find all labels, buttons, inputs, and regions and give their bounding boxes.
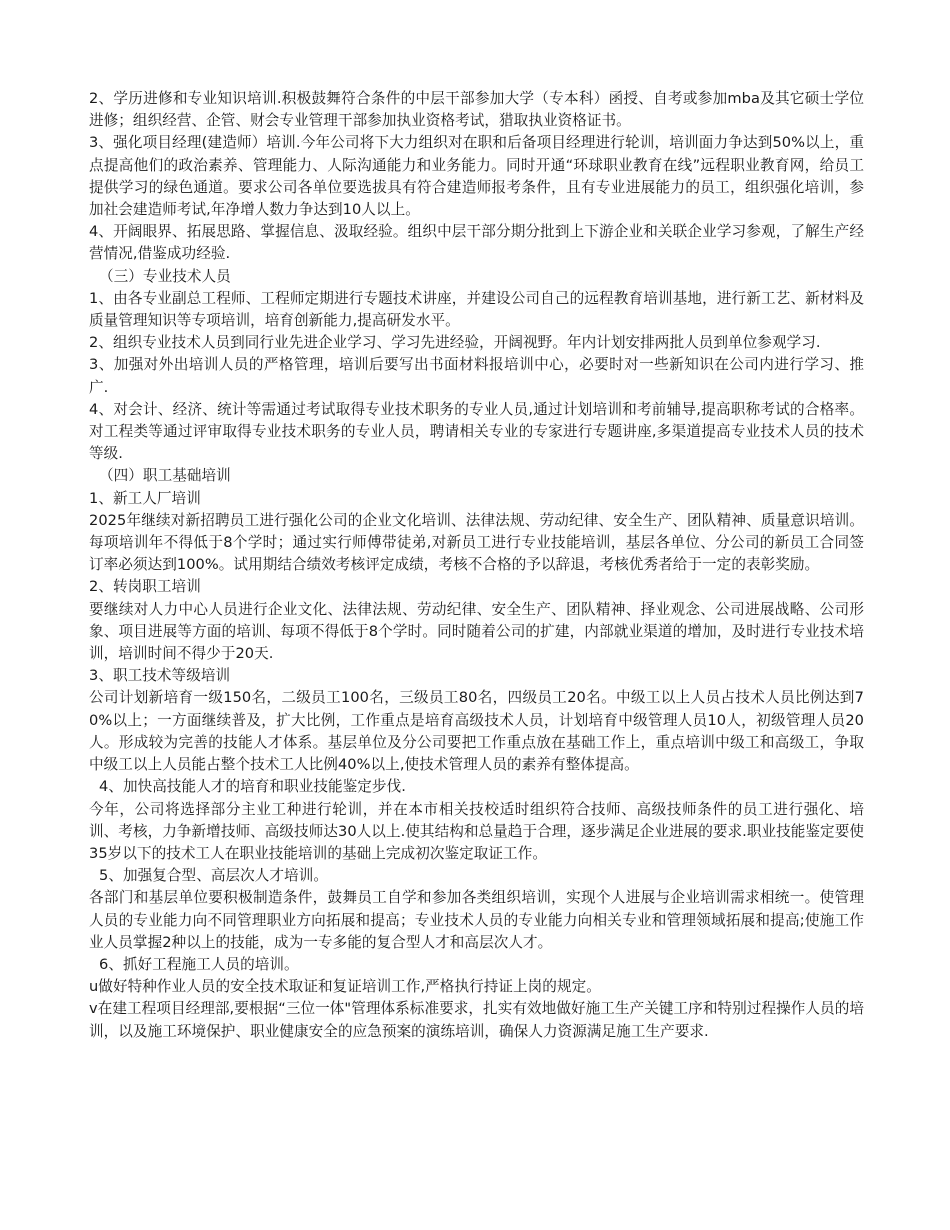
paragraph-professional-titles: 4、对会计、经济、统计等需通过考试取得专业技术职务的专业人员,通过计划培训和考前辅导,提高职称考试的合格率。对工程类等通过评审取得专业技术职务的专业人员，聘请相关专业的专家进行专题讲座,多渠道提高专业技术人员的技术等级. (89, 400, 864, 463)
subheading-high-skill-talent: 4、加快高技能人才的培育和职业技能鉴定步伐. (99, 778, 406, 796)
paragraph-peer-learning: 2、组织专业技术人员到同行业先进企业学习、学习先进经验，开阔视野。年内计划安排两批人员到单位参观学习. (89, 334, 821, 352)
subheading-composite-talent: 5、加强复合型、高层次人才培训。 (99, 867, 328, 885)
section-heading-basic-training: （四）职工基础培训 (99, 467, 231, 485)
document-page (89, 88, 864, 1043)
paragraph-new-worker-training: 2025年继续对新招聘员工进行强化公司的企业文化培训、法律法规、劳动纪律、安全生产、团队精神、质量意识培训。每项培训年不得低于8个学时；通过实行师傅带徒弟,对新员工进行专业技能培训，基层各单位、分公司的新员工合同签订率必须达到100%。试用期结合绩效考核评定成绩，考核不合格的予以辞退，考核优秀者给于一定的表彰奖励。 (89, 511, 864, 574)
paragraph-high-skill-talent: 今年，公司将选择部分主业工种进行轮训，并在本市相关技校适时组织符合技师、高级技师条件的员工进行强化、培训、考核，力争新增技师、高级技师达30人以上.使其结构和总量趋于合理，逐步满足企业进展的要求.职业技能鉴定要使35岁以下的技术工人在职业技能培训的基础上完成初次鉴定取证工作。 (89, 800, 864, 862)
subheading-new-worker-training: 1、新工人厂培训 (89, 489, 201, 507)
subheading-skill-level-training: 3、职工技术等级培训 (89, 667, 231, 685)
paragraph-skill-level-training: 公司计划新培育一级150名，二级员工100名，三级员工80名，四级员工20名。中级工以上人员占技术人员比例达到70%以上；一方面继续普及，扩大比例，工作重点是培育高级技术人员，计划培育中级管理人员10人，初级管理人员20人。形成较为完善的技能人才体系。基层单位及分公司要把工作重点放在基础工作上，重点培训中级工和高级工，争取中级工以上人员能占整个技术工人比例40%以上,使技术管理人员的素养有整体提高。 (89, 689, 864, 774)
paragraph-external-training-management: 3、加强对外出培训人员的严格管理，培训后要写出书面材料报培训中心，必要时对一些新知识在公司内进行学习、推广. (89, 356, 864, 396)
paragraph-broaden-horizons: 4、开阔眼界、拓展思路、掌握信息、汲取经验。组织中层干部分期分批到上下游企业和关联企业学习参观，了解生产经营情况,借鉴成功经验. (89, 223, 864, 263)
paragraph-project-manager-training: 3、强化项目经理(建造师）培训.今年公司将下大力组织对在职和后备项目经理进行轮训，培训面力争达到50%以上，重点提高他们的政治素养、管理能力、人际沟通能力和业务能力。同时开通“环球职业教育在线”远程职业教育网，给员工提供学习的绿色通道。要求公司各单位要选拔具有符合建造师报考条件，且有专业进展能力的员工，组织强化培训，参加社会建造师考试,年净增人数力争达到10人以上。 (89, 134, 864, 219)
subheading-transfer-training: 2、转岗职工培训 (89, 578, 201, 596)
subheading-construction-staff: 6、抓好工程施工人员的培训。 (99, 955, 299, 973)
paragraph-education-training: 2、学历进修和专业知识培训.积极鼓舞符合条件的中层干部参加大学（专本科）函授、自考或参加mba及其它硕士学位进修；组织经营、企管、财会专业管理干部参加执业资格考试，猎取执业资格证书。 (89, 90, 864, 130)
section-heading-technical-staff: （三）专业技术人员 (99, 267, 231, 285)
paragraph-tech-lectures: 1、由各专业副总工程师、工程师定期进行专题技术讲座，并建设公司自己的远程教育培训基地，进行新工艺、新材料及质量管理知识等专项培训，培育创新能力,提高研发水平。 (89, 289, 864, 330)
paragraph-transfer-training: 要继续对人力中心人员进行企业文化、法律法规、劳动纪律、安全生产、团队精神、择业观念、公司进展战略、公司形象、项目进展等方面的培训、每项不得低于8个学时。同时随着公司的扩建，内部就业渠道的增加，及时进行专业技术培训，培训时间不得少于20天. (89, 600, 864, 663)
paragraph-special-operations: u做好特种作业人员的安全技术取证和复证培训工作,严格执行持证上岗的规定。 (89, 978, 601, 996)
paragraph-composite-talent: 各部门和基层单位要积极制造条件，鼓舞员工自学和参加各类组织培训，实现个人进展与企业培训需求相统一。使管理人员的专业能力向不同管理职业方向拓展和提高；专业技术人员的专业能力向相关专业和管理领域拓展和提高;使施工作业人员掌握2种以上的技能，成为一专多能的复合型人才和高层次人才。 (89, 889, 864, 951)
paragraph-project-department: v在建工程项目经理部,要根据“三位一体"管理体系标准要求，扎实有效地做好施工生产关键工序和特别过程操作人员的培训，以及施工环境保护、职业健康安全的应急预案的演练培训，确保人力资源满足施工生产要求. (89, 1000, 864, 1040)
